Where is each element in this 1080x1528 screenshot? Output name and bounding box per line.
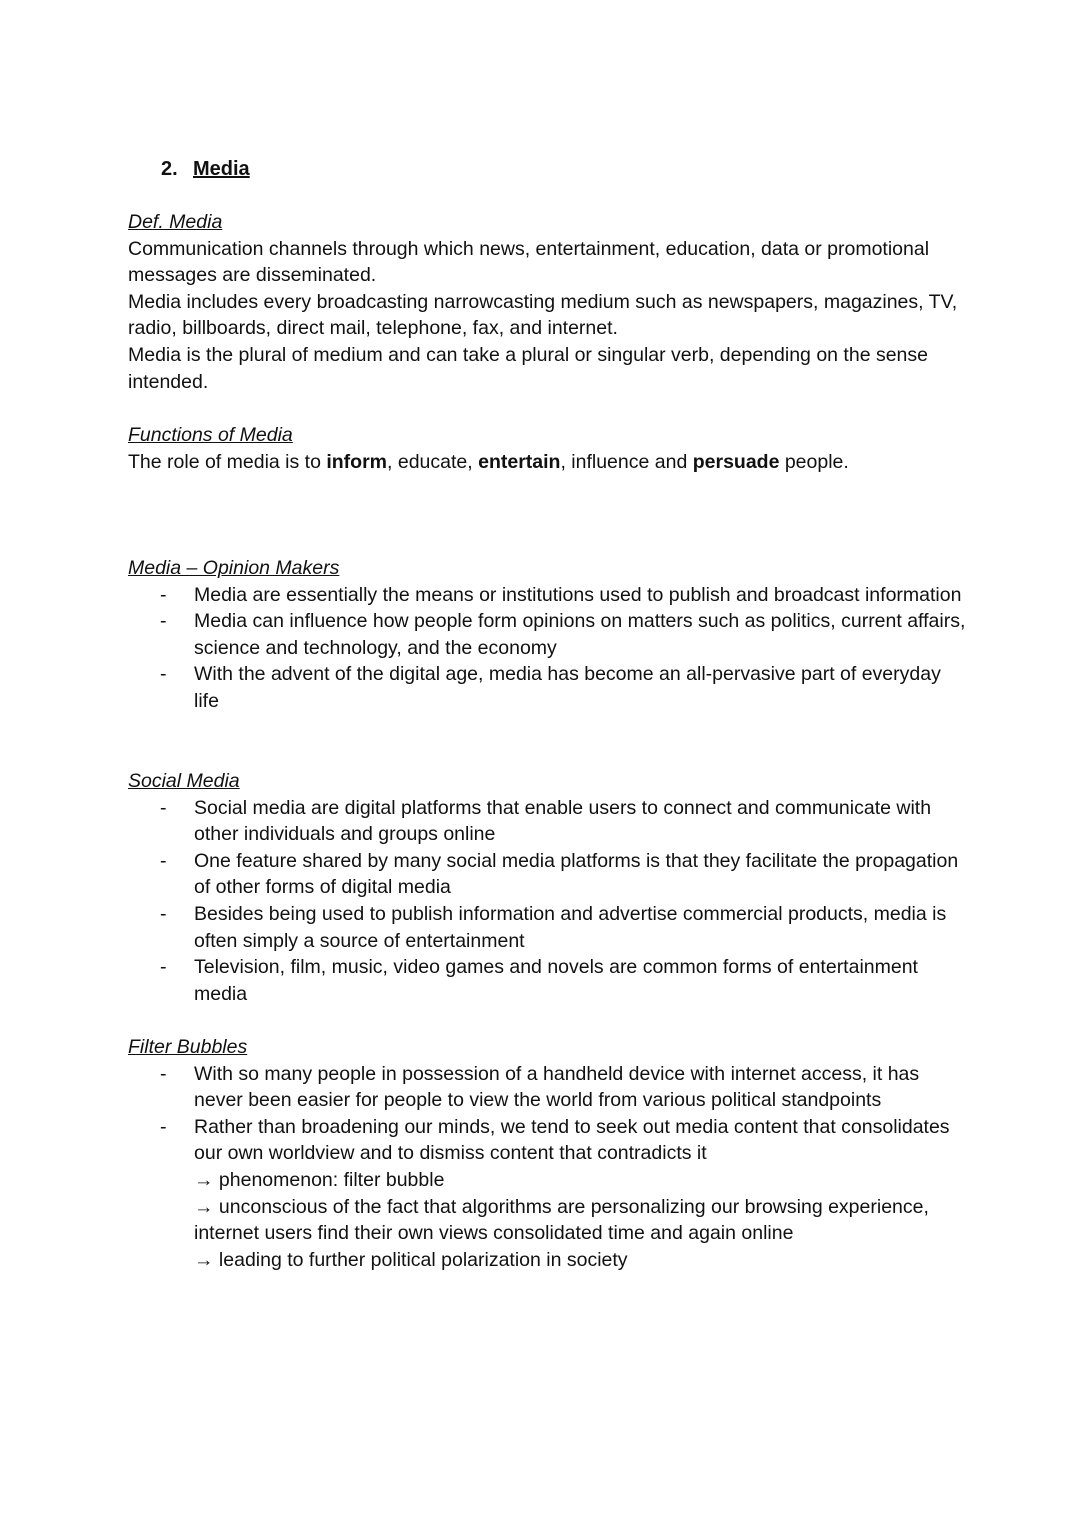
list-item	[128, 901, 968, 954]
bullet-dash: -	[160, 956, 167, 979]
list-item-text: Media can influence how people form opinions on matters such as politics, current affairs, science and technology, and the economy	[194, 610, 966, 659]
list-item-text: With the advent of the digital age, media has become an all-pervasive part of everyday life	[194, 663, 941, 712]
functions-text: The role of media is to	[128, 450, 327, 473]
definition-paragraph: Media includes every broadcasting narrowcasting medium such as newspapers, magazines, TV, radio, billboards, direct mail, telephone, fax, and internet.	[128, 290, 958, 340]
bullet-dash: -	[160, 902, 167, 925]
definition-heading: Def. Media	[128, 211, 223, 233]
functions-text: , educate,	[387, 450, 479, 473]
arrow-line: → unconscious of the fact that algorithms are personalizing our browsing experience, internet users find their own views consolidated time and again online	[194, 1195, 929, 1245]
list-item-text: Rather than broadening our minds, we tend to seek out media content that consolidates our own worldview and to dismiss content that contradicts it	[194, 1115, 950, 1165]
opinion-makers-heading: Media – Opinion Makers	[128, 557, 340, 579]
social-media-block	[128, 768, 968, 1007]
opinion-makers-list	[128, 582, 968, 715]
section-heading	[161, 156, 250, 182]
list-item	[128, 848, 968, 901]
definition-paragraph: Media is the plural of medium and can take a plural or singular verb, depending on the sense intended.	[128, 343, 928, 393]
functions-bold-word: inform	[326, 450, 388, 473]
definition-paragraph: Communication channels through which news, entertainment, education, data or promotional messages are disseminated.	[128, 237, 930, 287]
functions-bold-word: persuade	[692, 450, 780, 473]
definition-block	[128, 209, 968, 395]
bullet-dash: -	[160, 583, 167, 606]
bullet-dash: -	[160, 663, 167, 686]
filter-bubbles-heading: Filter Bubbles	[128, 1036, 248, 1058]
bullet-dash: -	[160, 610, 167, 633]
list-item	[128, 582, 968, 609]
bullet-dash: -	[160, 1115, 167, 1138]
list-item-text: Media are essentially the means or institutions used to publish and broadcast information	[194, 583, 962, 606]
section-number: 2.	[161, 158, 178, 180]
bullet-dash: -	[160, 1062, 167, 1085]
list-item-text: Television, film, music, video games and novels are common forms of entertainment media	[194, 956, 918, 1005]
list-item	[128, 954, 968, 1007]
filter-bubbles-block	[128, 1034, 968, 1273]
social-media-list	[128, 795, 968, 1008]
list-item-text: One feature shared by many social media platforms is that they facilitate the propagation of other forms of digital media	[194, 849, 959, 899]
arrow-line: → leading to further political polarization in society	[194, 1248, 628, 1271]
functions-paragraph	[128, 449, 968, 476]
list-item	[128, 608, 968, 661]
list-item	[128, 1061, 968, 1114]
bullet-dash: -	[160, 849, 167, 872]
functions-text: people.	[779, 450, 849, 473]
arrow-line: → phenomenon: filter bubble	[194, 1168, 445, 1191]
filter-bubbles-list	[128, 1061, 968, 1274]
section-title: Media	[193, 158, 250, 180]
list-item	[128, 795, 968, 848]
functions-text: , influence and	[560, 450, 693, 473]
list-item	[128, 1114, 968, 1274]
list-item-text: Social media are digital platforms that enable users to connect and communicate with other individuals and groups online	[194, 796, 932, 846]
list-item-text: Besides being used to publish information and advertise commercial products, media is often simply a source of entertainment	[194, 902, 947, 952]
list-item-text: With so many people in possession of a handheld device with internet access, it has never been easier for people to view the world from various political standpoints	[194, 1062, 920, 1112]
functions-bold-word: entertain	[478, 450, 561, 473]
social-media-heading: Social Media	[128, 770, 240, 792]
functions-block	[128, 422, 968, 475]
opinion-makers-block	[128, 555, 968, 715]
bullet-dash: -	[160, 796, 167, 819]
list-item	[128, 661, 968, 714]
functions-heading: Functions of Media	[128, 424, 293, 446]
